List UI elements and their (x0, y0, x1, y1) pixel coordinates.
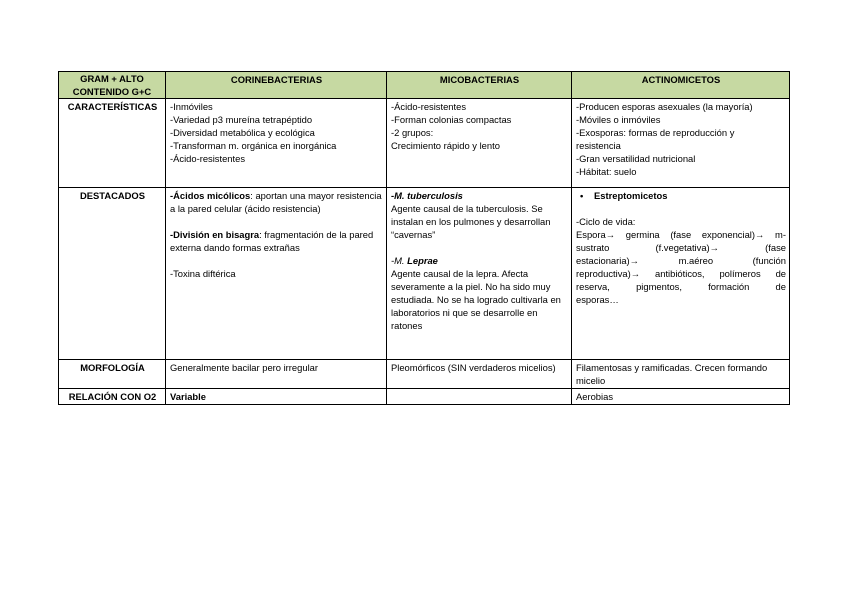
text-line: -Variedad p3 mureína tetrapéptido (170, 114, 313, 125)
division-bisagra-paragraph (170, 228, 383, 254)
text-line: -Transforman m. orgánica en inorgánica (170, 140, 337, 151)
header-corner-line1: GRAM + ALTO (80, 73, 144, 84)
text-line: -Móviles o inmóviles (576, 114, 661, 125)
cell-destacados-corine (166, 188, 387, 360)
text-line: -2 grupos: (391, 127, 434, 138)
tuberculosis-text: Agente causal de la tuberculosis. Se instalan en los pulmones y desarrollan “cavernas” (391, 203, 551, 240)
cell-relacion-corine: Variable (166, 389, 387, 405)
leprae-title-line (391, 254, 568, 267)
text-line: resistencia (576, 140, 621, 151)
row-destacados (59, 188, 790, 360)
toxina-difterica: -Toxina diftérica (170, 268, 236, 279)
cell-morfologia-actino: Filamentosas y ramificadas. Crecen formando micelio (572, 360, 790, 389)
spacer (576, 202, 786, 215)
ciclo-line: sustrato (f.vegetativa)→ (fase (576, 242, 786, 253)
text-line: -Exosporas: formas de reproducción y (576, 127, 735, 138)
leprae-prefix: -M. (391, 255, 408, 266)
division-bisagra-text: : fragmentación de la pared externa dando formas extrañas (170, 229, 374, 253)
ciclo-line: reserva, pigmentos, formación de (576, 281, 786, 292)
text-line: -Hábitat: suelo (576, 166, 637, 177)
row-relacion-o2 (59, 389, 790, 405)
text-line: -Ácido-resistentes (170, 153, 246, 164)
row-label-destacados: DESTACADOS (59, 188, 166, 360)
ciclo-line-last: esporas… (576, 294, 619, 305)
cell-relacion-mico (387, 389, 572, 405)
text-line: -Forman colonias compactas (391, 114, 512, 125)
acidos-micolicos-text: : aportan una mayor resistencia a la pared celular (ácido resistencia) (170, 190, 382, 214)
cell-caracteristicas-actino (572, 99, 790, 188)
spacer (391, 241, 568, 254)
ciclo-line: reproductiva)→ antibióticos, polímeros de (576, 268, 786, 279)
ciclo-line: Espora→ germina (fase exponencial)→ m- (576, 229, 786, 240)
ciclo-de-vida-label: -Ciclo de vida: (576, 216, 636, 227)
text-line: -Gran versatilidad nutricional (576, 153, 696, 164)
cell-caracteristicas-mico (387, 99, 572, 188)
cell-morfologia-mico: Pleomórficos (SIN verdaderos micelios) (387, 360, 572, 389)
header-row (59, 72, 790, 99)
text-line: -Producen esporas asexuales (la mayoría) (576, 101, 753, 112)
row-morfologia (59, 360, 790, 389)
leprae-text: Agente causal de la lepra. Afecta severamente a la piel. No ha sido muy estudiada. No se ha logrado cultivarla en laboratorios ni que se desarrolle en ratones (391, 268, 561, 331)
cell-destacados-actino (572, 188, 790, 360)
cell-destacados-mico (387, 188, 572, 360)
text-line: -Diversidad metabólica y ecológica (170, 127, 315, 138)
header-corner-cell (59, 72, 166, 99)
header-corinebacterias: CORINEBACTERIAS (166, 72, 387, 99)
cell-morfologia-corine: Generalmente bacilar pero irregular (166, 360, 387, 389)
text-line: Crecimiento rápido y lento (391, 140, 500, 151)
row-caracteristicas (59, 99, 790, 188)
acidos-micolicos-term: -Ácidos micólicos (170, 190, 251, 201)
division-bisagra-term: -División en bisagra (170, 229, 260, 240)
acidos-micolicos-paragraph (170, 189, 383, 215)
ciclo-line: estacionaria)→ m.aéreo (función (576, 255, 786, 266)
header-corner-line2: CONTENIDO G+C (72, 86, 152, 97)
text-line: -Ácido-resistentes (391, 101, 467, 112)
header-micobacterias: MICOBACTERIAS (387, 72, 572, 99)
spacer (170, 215, 383, 228)
cell-relacion-actino: Aerobias (572, 389, 790, 405)
row-label-caracteristicas: CARACTERÍSTICAS (59, 99, 166, 188)
leprae-title: Leprae (407, 255, 438, 266)
spacer (170, 254, 383, 267)
text-line: -Inmóviles (170, 101, 213, 112)
row-label-morfologia: MORFOLOGÍA (59, 360, 166, 389)
estreptomicetos-bullet: • Estreptomicetos (576, 189, 786, 202)
comparison-table (58, 71, 790, 405)
header-actinomicetos: ACTINOMICETOS (572, 72, 790, 99)
cell-caracteristicas-corine (166, 99, 387, 188)
tuberculosis-title: -M. tuberculosis (391, 190, 463, 201)
row-label-relacion-o2: RELACIÓN CON O2 (59, 389, 166, 405)
